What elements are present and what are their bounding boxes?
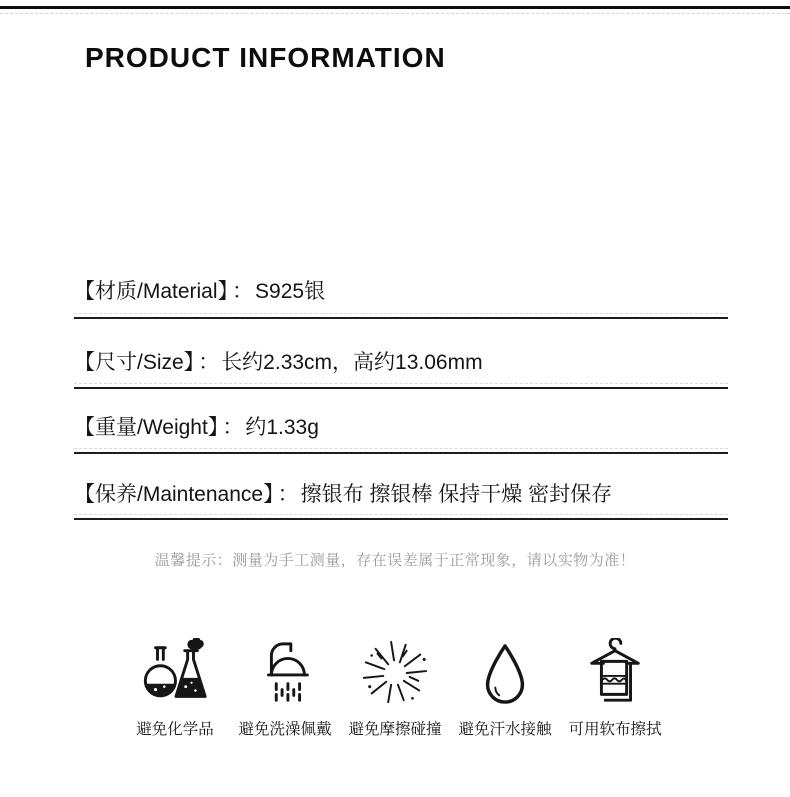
care-item-friction (347, 638, 443, 739)
no-sweat-icon (475, 638, 535, 710)
spec-label: 【保养/Maintenance】 (74, 483, 274, 506)
no-chemicals-icon (136, 638, 214, 710)
spec-colon: ： (222, 416, 244, 439)
care-icons-row (0, 638, 790, 739)
care-item-shower (237, 638, 333, 739)
row-divider (74, 383, 728, 389)
spec-colon: ： (277, 483, 299, 506)
spec-colon: ： (198, 351, 220, 374)
spec-value: 擦银布 擦银棒 保持干燥 密封保存 (300, 483, 613, 506)
row-divider (74, 313, 728, 319)
spec-value: 约1.33g (245, 416, 319, 439)
page-title: PRODUCT INFORMATION (85, 42, 446, 73)
no-shower-icon (251, 638, 319, 710)
no-friction-icon (360, 638, 430, 710)
care-item-label: 可用软布擦拭 (568, 721, 662, 738)
care-item-label: 避免摩擦碰撞 (348, 721, 442, 738)
care-item-sweat (457, 638, 553, 739)
row-divider (74, 448, 728, 454)
spec-row-size (74, 350, 728, 376)
care-item-chemicals (127, 638, 223, 739)
care-item-cloth (567, 638, 663, 739)
spec-row-material (74, 279, 728, 305)
measurement-tip: 温馨提示：测量为手工测量，存在误差属于正常现象，请以实物为准！ (154, 552, 636, 569)
spec-label: 【材质/Material】 (74, 280, 229, 303)
top-border-line (0, 6, 790, 9)
spec-label: 【尺寸/Size】 (74, 351, 195, 374)
spec-colon: ： (232, 280, 254, 303)
spec-row-maintenance (74, 482, 728, 508)
row-divider (74, 514, 728, 520)
spec-row-weight (74, 415, 728, 441)
soft-cloth-icon (582, 638, 648, 710)
spec-value: 长约2.33cm，高约13.06mm (221, 351, 483, 374)
care-item-label: 避免化学品 (136, 721, 214, 738)
spec-label: 【重量/Weight】 (74, 416, 219, 439)
top-dashed-line (0, 13, 790, 14)
care-item-label: 避免洗澡佩戴 (238, 721, 332, 738)
care-item-label: 避免汗水接触 (458, 721, 552, 738)
spec-value: S925银 (255, 280, 326, 303)
